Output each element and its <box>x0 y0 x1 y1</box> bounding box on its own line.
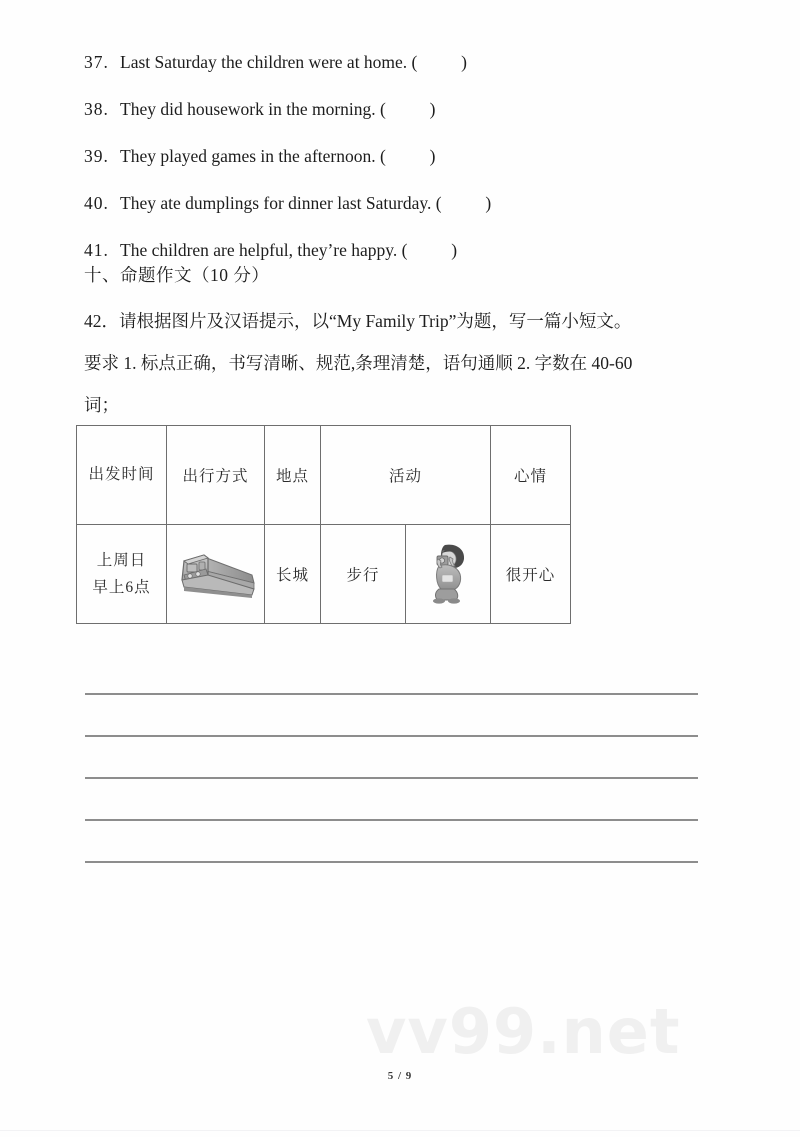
question-item-39 <box>84 146 724 193</box>
question-item-40 <box>84 193 724 240</box>
answer-blank[interactable]: ) <box>407 240 458 260</box>
writing-line[interactable] <box>85 777 698 779</box>
page-number: 5 / 9 <box>387 1070 413 1082</box>
cell-activity-text: 步行 <box>321 525 406 624</box>
prompt-line-1: 42．请根据图片及汉语提示，以“My Family Trip”为题，写一篇小短文。 <box>84 311 632 331</box>
question-text: They ate dumplings for dinner last Saturday. ( <box>120 193 442 213</box>
writing-line[interactable] <box>85 819 698 821</box>
cell-departure-time <box>77 525 167 624</box>
question-text: The children are helpful, they’re happy. ( <box>120 240 408 260</box>
cell-activity-icon <box>406 525 491 624</box>
departure-time-line-1: 上周日 <box>96 551 147 569</box>
question-text: Last Saturday the children were at home. ( <box>120 52 418 72</box>
question-number: 39. <box>84 146 109 166</box>
header-cell-departure-time <box>77 426 167 525</box>
site-watermark: vv99.net <box>366 995 681 1068</box>
header-cell-activity: 活动 <box>321 426 491 525</box>
composition-prompt <box>84 308 724 434</box>
writing-line[interactable] <box>85 861 698 863</box>
answer-blank[interactable]: ) <box>385 99 436 119</box>
trip-info-table <box>76 425 571 624</box>
prompt-line-2: 要求 1. 标点正确，书写清晰、规范,条理清楚，语句通顺 2. 字数在 40-60 <box>84 353 633 373</box>
header-cell-mood: 心情 <box>491 426 571 525</box>
table-data-row <box>77 525 571 624</box>
question-number: 37. <box>84 52 109 72</box>
train-icon <box>167 545 264 603</box>
question-list <box>84 52 724 287</box>
question-number: 38. <box>84 99 109 119</box>
header-label-departure-time: 出发时间 <box>88 466 155 484</box>
question-item-37 <box>84 52 724 99</box>
question-number: 41. <box>84 240 109 260</box>
cell-place: 长城 <box>265 525 321 624</box>
section-heading: 十、命题作文（10 分） <box>84 265 270 285</box>
question-number: 40. <box>84 193 109 213</box>
answer-blank[interactable]: ) <box>417 52 467 72</box>
answer-blank[interactable]: ) <box>441 193 492 213</box>
question-text: They did housework in the morning. ( <box>120 99 386 119</box>
page-bottom-rule <box>0 1130 800 1131</box>
person-taking-photo-icon <box>406 539 490 609</box>
writing-line[interactable] <box>85 735 698 737</box>
writing-line[interactable] <box>85 693 698 695</box>
prompt-line-3: 词； <box>84 395 119 415</box>
answer-writing-lines[interactable] <box>85 693 698 903</box>
header-cell-travel-mode: 出行方式 <box>167 426 265 525</box>
question-item-38 <box>84 99 724 146</box>
cell-mood: 很开心 <box>491 525 571 624</box>
departure-time-line-2: 早上6点 <box>92 579 151 596</box>
header-cell-place: 地点 <box>265 426 321 525</box>
answer-blank[interactable]: ) <box>385 146 436 166</box>
cell-travel-mode <box>167 525 265 624</box>
question-text: They played games in the afternoon. ( <box>120 146 386 166</box>
table-header-row <box>77 426 571 525</box>
